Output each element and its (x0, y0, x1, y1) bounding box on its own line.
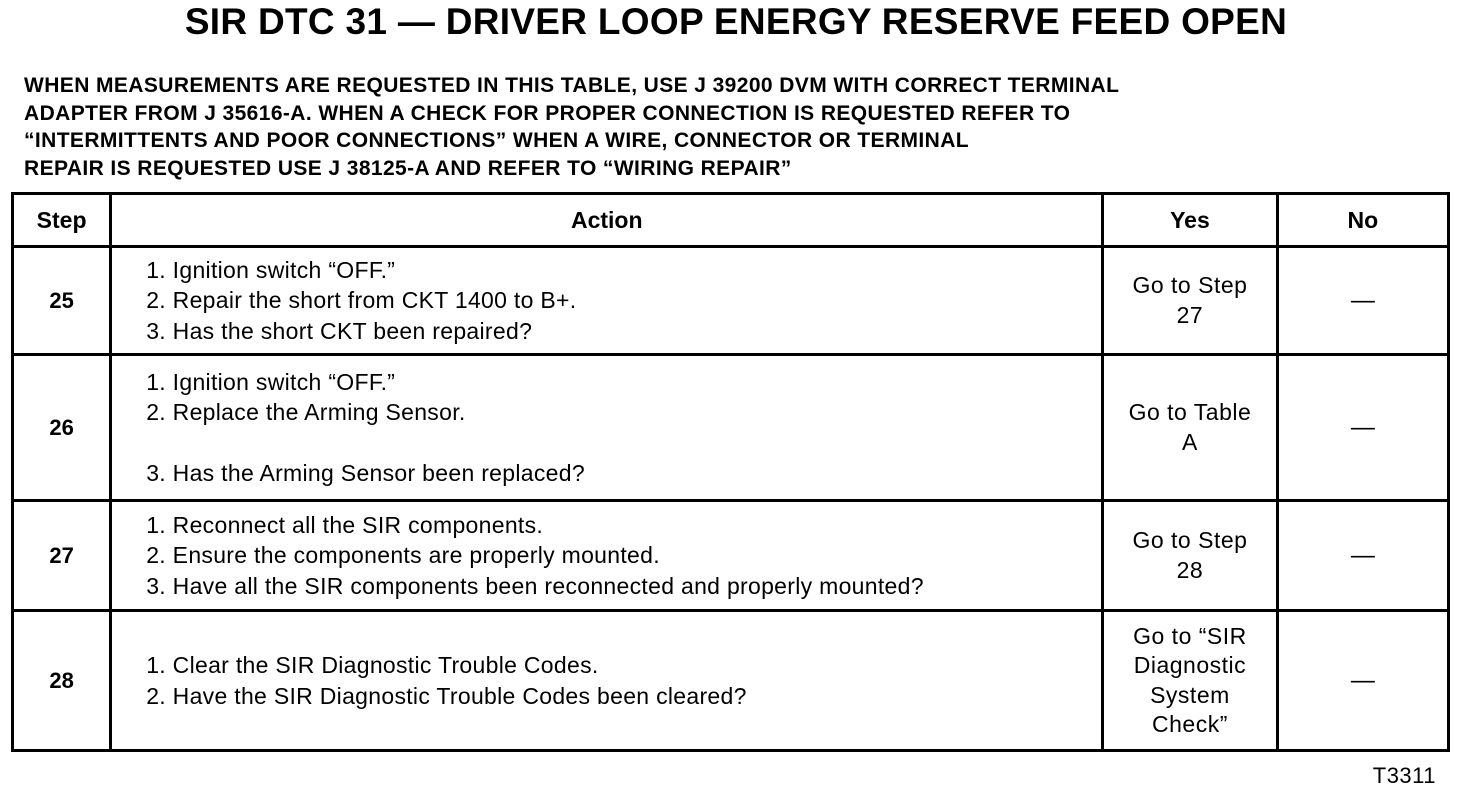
table-row (13, 501, 1449, 611)
action-cell (111, 611, 1103, 751)
yes-text: Go to Table (1128, 399, 1252, 425)
action-cell (111, 501, 1103, 611)
no-cell: — (1277, 501, 1448, 611)
action-item: 1. Clear the SIR Diagnostic Trouble Codes. (146, 652, 599, 678)
no-cell: — (1277, 611, 1448, 751)
action-item: 2. Have the SIR Diagnostic Trouble Codes been cleared? (146, 682, 747, 709)
yes-cell (1103, 501, 1277, 611)
page-title: SIR DTC 31 — DRIVER LOOP ENERGY RESERVE FEED OPEN (184, 1, 1288, 42)
instructions-line: WHEN MEASUREMENTS ARE REQUESTED IN THIS TABLE, USE J 39200 DVM WITH CORRECT TERMINAL (24, 74, 1120, 97)
yes-text: Diagnostic (1133, 652, 1247, 678)
action-item: 3. Has the Arming Sensor been replaced? (146, 459, 585, 486)
yes-cell (1103, 247, 1277, 355)
action-item: 3. Has the short CKT been repaired? (146, 317, 533, 344)
action-item: 1. Reconnect all the SIR components. (146, 511, 544, 538)
action-cell (111, 355, 1103, 501)
yes-text: 28 (1176, 556, 1204, 583)
instructions-paragraph (24, 72, 1424, 182)
action-item: 2. Replace the Arming Sensor. (146, 399, 466, 426)
step-number: 27 (13, 501, 111, 611)
yes-cell (1103, 611, 1277, 751)
yes-text: System (1150, 681, 1230, 708)
action-item: 3. Have all the SIR components been reconnected and properly mounted? (146, 572, 924, 599)
no-cell: — (1277, 247, 1448, 355)
instructions-line: “INTERMITTENTS AND POOR CONNECTIONS” WHEN A WIRE, CONNECTOR OR TERMINAL (24, 129, 969, 152)
header-step: Step (13, 194, 111, 247)
instructions-line: ADAPTER FROM J 35616-A. WHEN A CHECK FOR PROPER CONNECTION IS REQUESTED REFER TO (24, 101, 1071, 125)
step-number: 28 (13, 611, 111, 751)
yes-text: 27 (1176, 301, 1204, 328)
step-number: 25 (13, 247, 111, 355)
instructions-line: REPAIR IS REQUESTED USE J 38125-A AND REFER TO “WIRING REPAIR” (24, 156, 792, 180)
action-item: 2. Repair the short from CKT 1400 to B+. (146, 287, 577, 314)
yes-text: Go to Step (1132, 272, 1248, 298)
table-row (13, 247, 1449, 355)
table-header-row (13, 194, 1449, 247)
diagnostic-steps-table (11, 192, 1450, 752)
header-yes: Yes (1103, 194, 1277, 247)
yes-text: Check” (1152, 711, 1228, 737)
yes-text: Go to “SIR (1133, 622, 1247, 649)
table-row (13, 611, 1449, 751)
action-cell (111, 247, 1103, 355)
figure-code: T3311 (1372, 763, 1436, 788)
yes-text: Go to Step (1132, 527, 1248, 553)
header-no: No (1277, 194, 1448, 247)
yes-text: A (1182, 428, 1198, 455)
action-item: 1. Ignition switch “OFF.” (146, 368, 396, 395)
header-action: Action (111, 194, 1103, 247)
yes-cell (1103, 355, 1277, 501)
table-row (13, 355, 1449, 501)
step-number: 26 (13, 355, 111, 501)
no-cell: — (1277, 355, 1448, 501)
action-item: 1. Ignition switch “OFF.” (146, 256, 396, 283)
action-item: 2. Ensure the components are properly mounted. (146, 542, 660, 569)
